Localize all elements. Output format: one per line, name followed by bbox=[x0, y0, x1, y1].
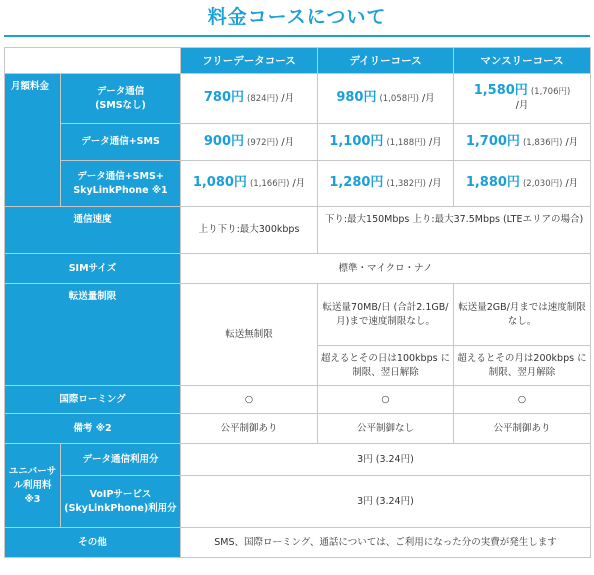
price-unit: /月 bbox=[281, 93, 295, 104]
table-row bbox=[5, 161, 591, 207]
price-unit: /月 bbox=[428, 136, 442, 148]
notes-monthly: 公平制御あり bbox=[454, 414, 591, 444]
header-row bbox=[5, 48, 591, 74]
table-row bbox=[5, 254, 591, 284]
price-cell bbox=[454, 124, 591, 161]
transfer-monthly-throttle: 超えるとその月は200kbps に 制限、翌月解除 bbox=[454, 346, 591, 386]
speed-free: 上り下り:最大300kbps bbox=[181, 207, 318, 254]
other-label: その他 bbox=[5, 528, 181, 558]
price-main: 900円 bbox=[203, 133, 244, 149]
column-header-monthly: マンスリーコース bbox=[454, 48, 591, 74]
price-cell bbox=[318, 74, 454, 124]
roaming-label: 国際ローミング bbox=[5, 386, 181, 414]
price-unit: /月 bbox=[292, 178, 306, 189]
price-tax-included: (972円) bbox=[247, 137, 279, 148]
sim-value: 標準・マイクロ・ナノ bbox=[181, 254, 591, 284]
plan-row-label-line1: データ通信+SMS+ bbox=[77, 170, 164, 182]
price-cell bbox=[318, 161, 454, 207]
roaming-monthly: ○ bbox=[454, 386, 591, 414]
price-tax-included: (1,706円) bbox=[530, 87, 571, 97]
universal-fee-label: ユニバーサル利用料 ※3 bbox=[5, 444, 61, 528]
plan-row-label bbox=[61, 74, 181, 124]
universal-data-label: データ通信利用分 bbox=[61, 444, 181, 476]
notes-label: 備考 ※2 bbox=[5, 414, 181, 444]
price-main: 1,080円 bbox=[192, 175, 247, 190]
transfer-daily-limit: 転送量70MB/日 (合計2.1GB/月)まで速度制限なし。 bbox=[318, 284, 454, 346]
transfer-label: 転送量制限 bbox=[5, 284, 181, 386]
table-row bbox=[5, 124, 591, 161]
page-title: 料金コースについて bbox=[207, 6, 387, 28]
price-unit: /月 bbox=[281, 136, 295, 148]
table-row bbox=[5, 207, 591, 254]
transfer-daily-throttle: 超えるとその日は100kbps に 制限、翌日解除 bbox=[318, 346, 454, 386]
price-cell bbox=[181, 161, 318, 207]
plan-row-label-line1: データ通信+SMS bbox=[81, 136, 160, 147]
other-value: SMS、国際ローミング、通話については、ご利用になった分の実費が発生します bbox=[181, 528, 591, 558]
plan-row-label bbox=[61, 124, 181, 161]
table-row bbox=[5, 414, 591, 444]
header-corner bbox=[5, 48, 181, 74]
pricing-table bbox=[4, 47, 591, 558]
plan-row-label-line2: SkyLinkPhone ※1 bbox=[73, 184, 168, 196]
title-divider bbox=[4, 35, 590, 37]
price-main: 1,100円 bbox=[329, 133, 384, 149]
price-tax-included: (1,166円) bbox=[249, 179, 290, 189]
table-row bbox=[5, 476, 591, 528]
table-row bbox=[5, 284, 591, 346]
price-unit: /月 bbox=[565, 136, 579, 148]
price-tax-included: (1,058円) bbox=[379, 94, 419, 104]
speed-label: 通信速度 bbox=[5, 207, 181, 254]
sim-label: SIMサイズ bbox=[5, 254, 181, 284]
price-unit: /月 bbox=[565, 178, 579, 189]
price-main: 1,580円 bbox=[473, 83, 528, 98]
table-row bbox=[5, 528, 591, 558]
price-main: 1,880円 bbox=[465, 175, 520, 190]
column-header-daily: デイリーコース bbox=[318, 48, 454, 74]
price-main: 780円 bbox=[203, 90, 244, 105]
plan-row-label bbox=[61, 161, 181, 207]
notes-free: 公平制御あり bbox=[181, 414, 318, 444]
transfer-free: 転送無制限 bbox=[181, 284, 318, 386]
universal-data-value: 3円 (3.24円) bbox=[181, 444, 591, 476]
price-unit: /月 bbox=[515, 100, 529, 111]
price-main: 1,700円 bbox=[465, 133, 520, 149]
notes-daily: 公平制御なし bbox=[318, 414, 454, 444]
monthly-fee-label bbox=[5, 74, 61, 207]
price-cell bbox=[181, 124, 318, 161]
column-header-free: フリーデータコース bbox=[181, 48, 318, 74]
universal-voip-label: VoIPサービス(SkyLinkPhone)利用分 bbox=[61, 476, 181, 528]
monthly-fee-label-text: 月額料金 bbox=[11, 81, 50, 92]
price-unit: /月 bbox=[428, 178, 442, 189]
price-cell bbox=[181, 74, 318, 124]
price-tax-included: (1,188円) bbox=[386, 137, 426, 148]
universal-voip-value: 3円 (3.24円) bbox=[181, 476, 591, 528]
table-row bbox=[5, 444, 591, 476]
roaming-free: ○ bbox=[181, 386, 318, 414]
transfer-monthly-limit: 転送量2GB/月までは速度制限 なし。 bbox=[454, 284, 591, 346]
table-row bbox=[5, 74, 591, 124]
price-tax-included: (1,382円) bbox=[386, 179, 426, 189]
table-row bbox=[5, 386, 591, 414]
price-main: 980円 bbox=[336, 90, 377, 105]
roaming-daily: ○ bbox=[318, 386, 454, 414]
price-cell bbox=[454, 161, 591, 207]
price-cell bbox=[318, 124, 454, 161]
price-tax-included: (1,836円) bbox=[522, 137, 563, 148]
price-main: 1,280円 bbox=[329, 175, 384, 190]
price-unit: /月 bbox=[421, 93, 435, 104]
price-cell bbox=[454, 74, 591, 124]
price-tax-included: (824円) bbox=[247, 94, 279, 104]
speed-paid: 下り:最大150Mbps 上り:最大37.5Mbps (LTEエリアの場合) bbox=[318, 207, 591, 254]
plan-row-label-line1: データ通信 bbox=[96, 85, 145, 97]
plan-row-label-line2: (SMSなし) bbox=[95, 99, 146, 111]
price-tax-included: (2,030円) bbox=[522, 179, 563, 189]
